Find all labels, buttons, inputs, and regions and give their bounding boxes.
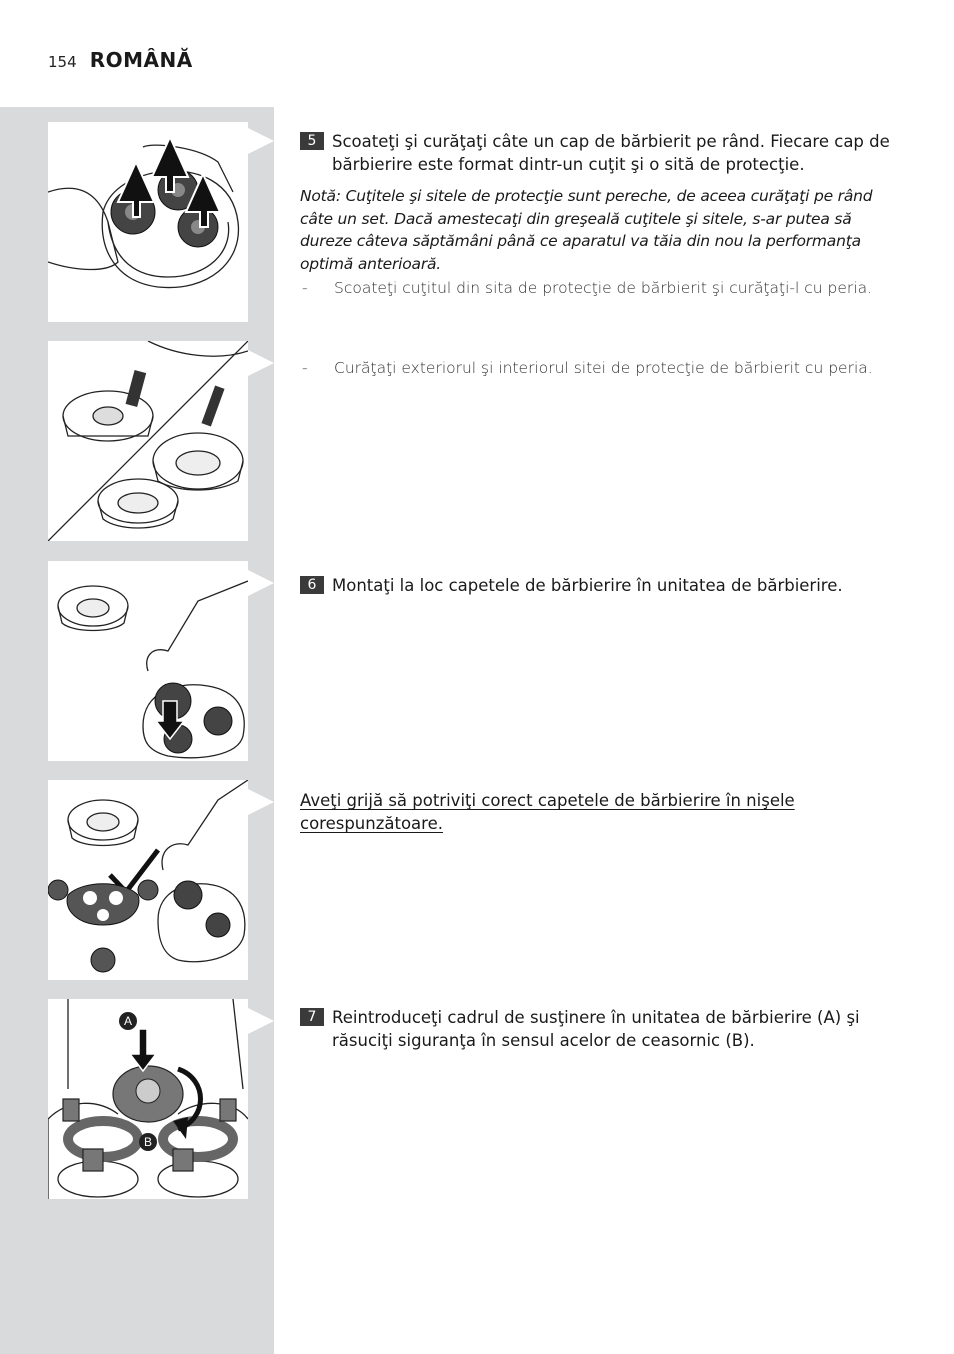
page-language-title: ROMÂNĂ (89, 48, 193, 72)
step-7 (300, 1006, 870, 1052)
reinsert-retaining-frame-illustration (48, 999, 248, 1199)
clean-cutter-and-guard-illustration (48, 341, 248, 541)
bullet-item (300, 357, 920, 380)
alignment-note-block (300, 789, 810, 835)
step-5-block (300, 130, 900, 300)
note-text: Notă: Cuţitele şi sitele de protecţie sunt pereche, de aceea curăţaţi pe rând câte un set. Dacă amestecaţi din greşeală cuţitele şi sitele, s-ar putea să dureze câteva săptămâni până ce aparatul va tăia din nou la performanţa optimă anterioară. (300, 187, 873, 273)
insert-heads-icon (48, 561, 248, 761)
bullet-text: Scoateţi cuţitul din sita de protecţie de bărbierit şi curăţaţi-l cu peria. (334, 279, 872, 297)
remove-shaving-heads-icon (48, 122, 248, 322)
label-b: B (143, 1135, 153, 1149)
label-a: A (123, 1014, 133, 1028)
step-5 (300, 130, 900, 176)
step-6-block (300, 574, 900, 597)
page-header (48, 48, 193, 72)
remove-shaving-heads-illustration (48, 122, 248, 322)
step-text: Montaţi la loc capetele de bărbierire în unitatea de bărbierire. (332, 576, 843, 595)
bullet-text: Curăţaţi exteriorul şi interiorul sitei de protecţie de bărbierit cu peria. (334, 359, 873, 377)
bullet-dash: - (302, 359, 308, 377)
step-7-block (300, 1006, 870, 1052)
align-shaving-heads-illustration (48, 780, 248, 980)
illustration-pointer (248, 1008, 274, 1034)
step-number-badge: 7 (300, 1008, 324, 1026)
illustration-pointer (248, 350, 274, 376)
page-number: 154 (48, 53, 77, 71)
insert-shaving-heads-illustration (48, 561, 248, 761)
alignment-note-text: Aveţi grijă să potriviţi corect capetele de bărbierire în nişele corespunzătoare. (300, 791, 795, 833)
illustration-pointer (248, 570, 274, 596)
bullet-item (300, 277, 900, 300)
bullet-block (300, 357, 920, 380)
bullet-dash: - (302, 279, 308, 297)
step-6 (300, 574, 900, 597)
retaining-frame-icon (48, 999, 248, 1199)
step-text: Reintroduceţi cadrul de susţinere în unitatea de bărbierire (A) şi răsuciţi siguranţa în sensul acelor de ceasornic (B). (332, 1008, 860, 1050)
step-number-badge: 6 (300, 576, 324, 594)
step-text: Scoateţi şi curăţaţi câte un cap de bărbierit pe rând. Fiecare cap de bărbierire este format dintr-un cuţit şi o sită de protecţie. (332, 132, 890, 174)
illustration-pointer (248, 128, 274, 154)
brush-cleaning-icon (48, 341, 248, 541)
align-heads-icon (48, 780, 248, 980)
illustration-pointer (248, 789, 274, 815)
step-number-badge: 5 (300, 132, 324, 150)
